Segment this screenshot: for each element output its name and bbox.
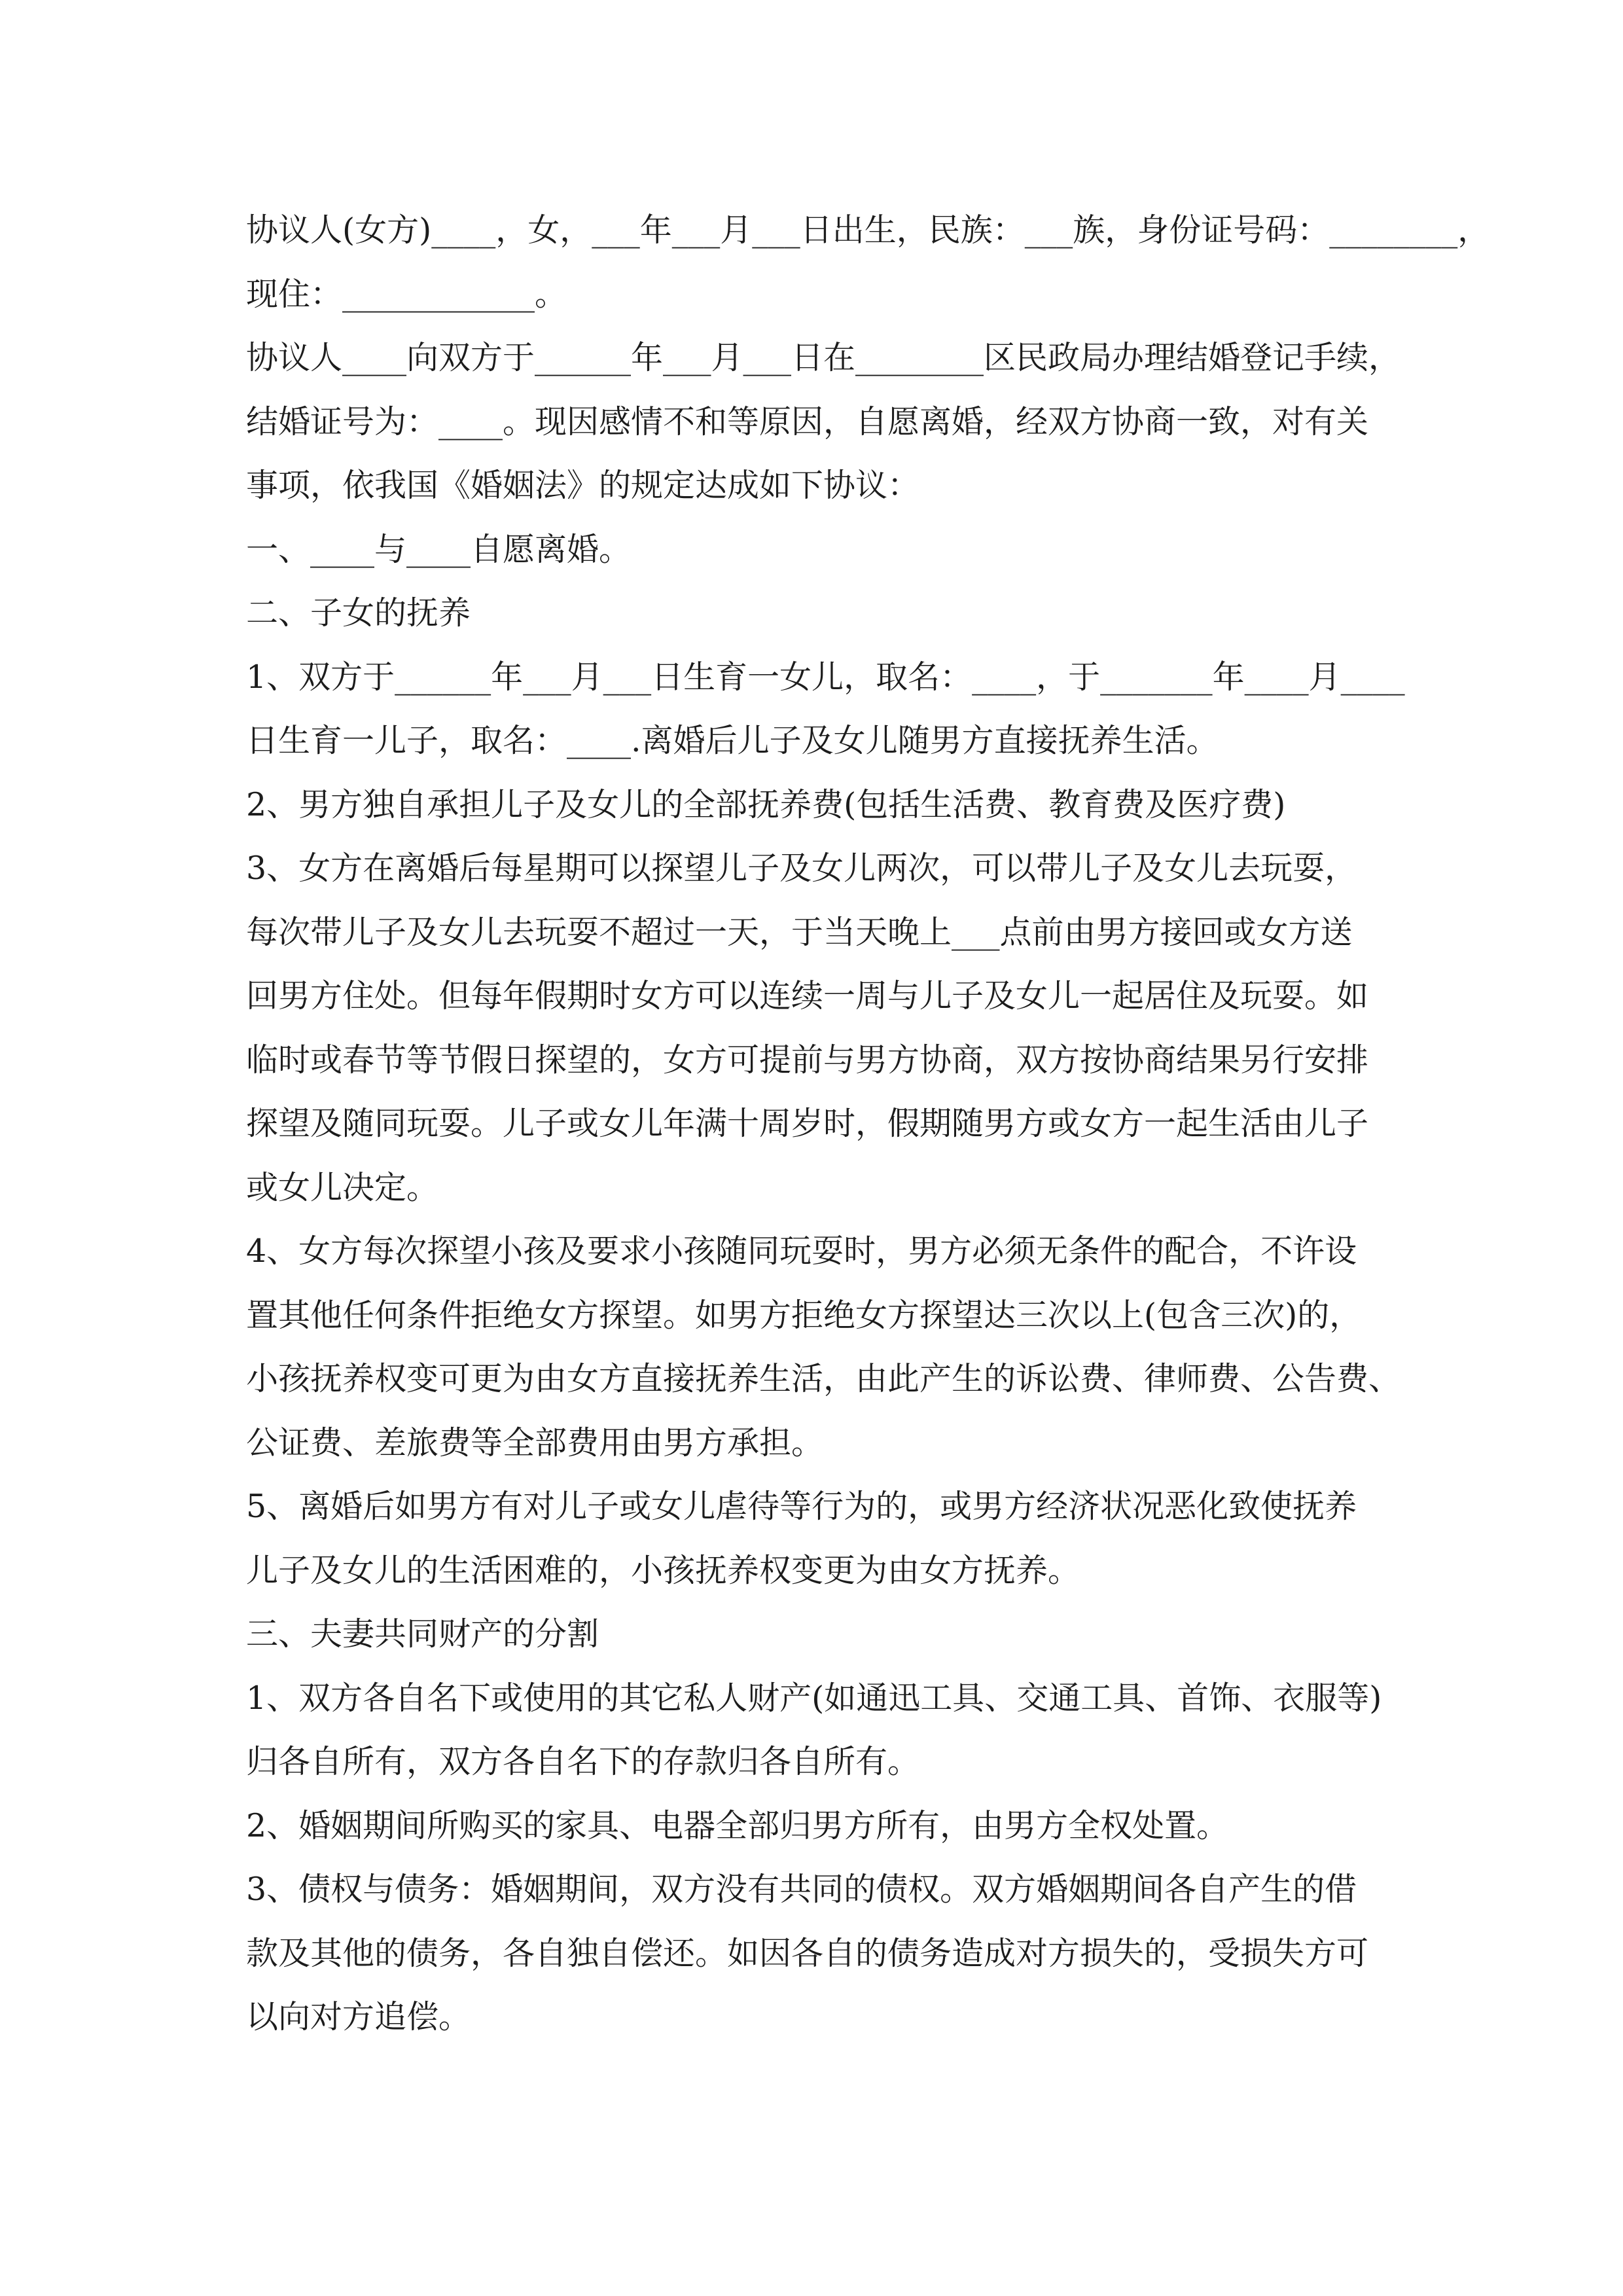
clause-1-divorce [246, 518, 1444, 582]
text-line: 现住：____________。 [246, 275, 567, 313]
text-line: 公证费、差旅费等全部费用由男方承担。 [246, 1424, 824, 1462]
section-heading: 三、夫妻共同财产的分割 [246, 1615, 599, 1653]
text-line: 协议人(女方)____，女，___年___月___日出生，民族：___族，身份证号码：________， [246, 211, 1490, 249]
text-line: 日生育一儿子，取名：____.离婚后儿子及女儿随男方直接抚养生活。 [246, 722, 1219, 759]
text-line: 归各自所有，双方各自名下的存款归各自所有。 [246, 1743, 920, 1780]
agreement-body [246, 198, 1490, 2049]
text-line: 协议人____向双方于______年___月___日在________区民政局办理结婚登记手续， [246, 339, 1401, 376]
text-line: 回男方住处。但每年假期时女方可以连续一周与儿子及女儿一起居住及玩耍。如 [246, 977, 1369, 1014]
property-item-3 [246, 1857, 1444, 2049]
paragraph-female-party [246, 198, 1490, 326]
text-line: 1、双方各自名下或使用的其它私人财产(如通迅工具、交通工具、首饰、衣服等) [246, 1679, 1382, 1717]
text-line: 2、男方独自承担儿子及女儿的全部抚养费(包括生活费、教育费及医疗费) [246, 785, 1286, 823]
section-heading-property-division [246, 1602, 1444, 1666]
text-line: 临时或春节等节假日探望的，女方可提前与男方协商，双方按协商结果另行安排 [246, 1041, 1369, 1079]
custody-item-4 [246, 1219, 1444, 1475]
custody-item-2 [246, 773, 1444, 837]
text-line: 2、婚姻期间所购买的家具、电器全部归男方所有，由男方全权处置。 [246, 1806, 1229, 1844]
custody-item-1 [246, 645, 1444, 773]
text-line: 小孩抚养权变可更为由女方直接抚养生活，由此产生的诉讼费、律师费、公告费、 [246, 1360, 1401, 1397]
property-item-2 [246, 1794, 1444, 1858]
paragraph-marriage-registration [246, 326, 1444, 518]
section-heading: 二、子女的抚养 [246, 594, 471, 632]
text-line: 4、女方每次探望小孩及要求小孩随同玩耍时，男方必须无条件的配合，不许设 [246, 1232, 1357, 1270]
text-line: 3、女方在离婚后每星期可以探望儿子及女儿两次，可以带儿子及女儿去玩耍， [246, 850, 1357, 887]
property-item-1 [246, 1666, 1444, 1794]
text-line: 款及其他的债务，各自独自偿还。如因各自的债务造成对方损失的，受损失方可 [246, 1934, 1369, 1972]
text-line: 3、债权与债务：婚姻期间，双方没有共同的债权。双方婚姻期间各自产生的借 [246, 1871, 1357, 1908]
text-line: 1、双方于______年___月___日生育一女儿，取名：____，于_______年____月____ [246, 658, 1405, 696]
text-line: 每次带儿子及女儿去玩耍不超过一天，于当天晚上___点前由男方接回或女方送 [246, 913, 1353, 951]
section-heading-child-custody [246, 581, 1444, 645]
text-line: 结婚证号为：____。现因感情不和等原因，自愿离婚，经双方协商一致，对有关 [246, 403, 1369, 440]
text-line: 事项，依我国《婚姻法》的规定达成如下协议： [246, 467, 920, 504]
text-line: 一、____与____自愿离婚。 [246, 530, 632, 568]
custody-item-5 [246, 1475, 1444, 1602]
text-line: 儿子及女儿的生活困难的，小孩抚养权变更为由女方抚养。 [246, 1551, 1080, 1589]
text-line: 以向对方追偿。 [246, 1998, 471, 2036]
text-line: 5、离婚后如男方有对儿子或女儿虐待等行为的，或男方经济状况恶化致使抚养 [246, 1488, 1357, 1525]
text-line: 探望及随同玩耍。儿子或女儿年满十周岁时，假期随男方或女方一起生活由儿子 [246, 1105, 1369, 1142]
text-line: 或女儿决定。 [246, 1168, 439, 1206]
custody-item-3 [246, 836, 1444, 1219]
text-line: 置其他任何条件拒绝女方探望。如男方拒绝女方探望达三次以上(包含三次)的， [246, 1296, 1362, 1334]
